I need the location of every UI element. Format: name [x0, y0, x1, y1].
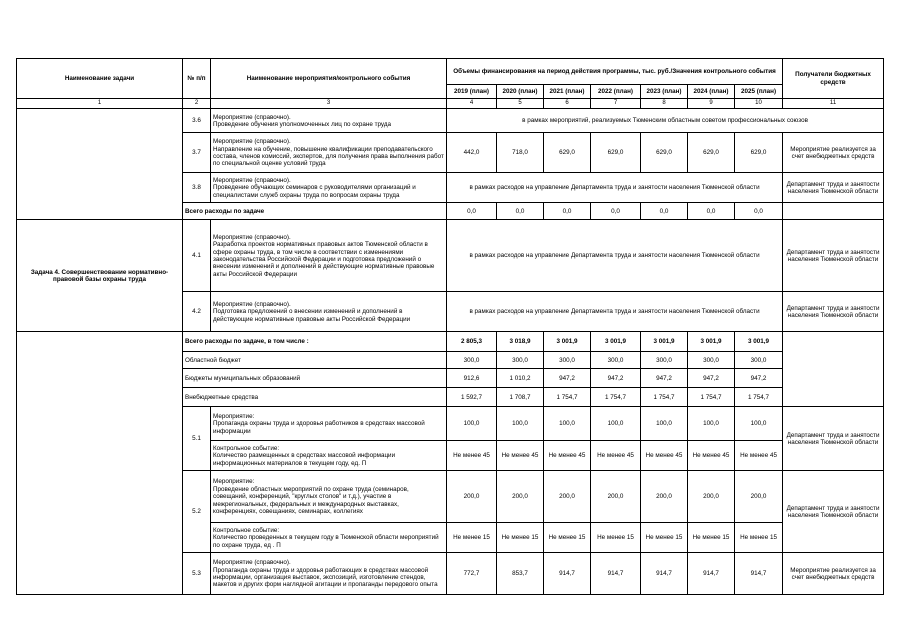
value-cell: 100,0: [641, 407, 688, 441]
row-number: 5.2: [183, 471, 211, 553]
row-number: 3.7: [183, 133, 211, 173]
task5-cell: [17, 332, 183, 595]
funding-table: [16, 58, 884, 595]
row-number: 4.1: [183, 220, 211, 292]
value-cell: Не менее 45: [497, 441, 544, 471]
value-cell: Не менее 45: [447, 441, 497, 471]
recipient-cell: Мероприятие реализуется за счет внебюджетных средств: [783, 553, 884, 595]
budget-label: Областной бюджет: [183, 352, 447, 369]
value-cell: 914,7: [544, 553, 591, 595]
event-text: Мероприятие (справочно). Направление на обучение, повышение квалификации преподавательского состава, членов комиссий, экспертов, для получения права выполнения работ по специальной оценке условий труда: [211, 133, 447, 173]
table-row: [17, 109, 884, 133]
value-cell: 1 754,7: [735, 388, 783, 407]
value-cell: 100,0: [735, 407, 783, 441]
value-cell: Не менее 15: [497, 523, 544, 553]
funding-note: в рамках мероприятий, реализуемых Тюменским областным советом профессиональных союзов: [447, 109, 884, 133]
value-cell: 3 001,9: [641, 332, 688, 352]
task3-cell: [17, 109, 183, 220]
value-cell: 1 754,7: [544, 388, 591, 407]
event-text: Мероприятие: Пропаганда охраны труда и здоровья работников в средствах массовой информации: [211, 407, 447, 441]
value-cell: 718,0: [497, 133, 544, 173]
value-cell: 0,0: [688, 203, 735, 220]
recipient-cell: Департамент труда и занятости населения Тюменской области: [783, 407, 884, 471]
recipient-cell: Департамент труда и занятости населения Тюменской области: [783, 220, 884, 292]
value-cell: Не менее 45: [641, 441, 688, 471]
column-number: 3: [211, 99, 447, 109]
value-cell: 300,0: [497, 352, 544, 369]
header-task-name: Наименование задачи: [17, 59, 183, 99]
total-row: [17, 332, 884, 352]
value-cell: Не менее 45: [544, 441, 591, 471]
column-number: 5: [497, 99, 544, 109]
value-cell: 914,7: [735, 553, 783, 595]
value-cell: 300,0: [688, 352, 735, 369]
value-cell: 100,0: [497, 407, 544, 441]
program-table-sheet: [16, 58, 884, 595]
value-cell: 914,7: [641, 553, 688, 595]
recipient-cell: [783, 203, 884, 220]
column-number: 1: [17, 99, 183, 109]
total-label: Всего расходы по задаче: [183, 203, 447, 220]
recipient-cell: Мероприятие реализуется за счет внебюджетных средств: [783, 133, 884, 173]
value-cell: 3 018,9: [497, 332, 544, 352]
value-cell: 853,7: [497, 553, 544, 595]
header-year: 2021 (план): [544, 85, 591, 99]
value-cell: 947,2: [544, 369, 591, 388]
header-year: 2022 (план): [591, 85, 641, 99]
value-cell: 947,2: [591, 369, 641, 388]
value-cell: 947,2: [688, 369, 735, 388]
header-year: 2024 (план): [688, 85, 735, 99]
budget-label: Бюджеты муниципальных образований: [183, 369, 447, 388]
value-cell: 947,2: [735, 369, 783, 388]
value-cell: 200,0: [544, 471, 591, 523]
event-text: Мероприятие (справочно). Разработка проектов нормативных правовых актов Тюменской области в сфере охраны труда, в том числе в соответствии с изменениями законодательства Российской Федерации и подготовка предложений о внесении изменений и дополнений в действующие нормативные правовые акты Российской Федерации: [211, 220, 447, 292]
value-cell: Не менее 15: [447, 523, 497, 553]
row-number: 3.8: [183, 173, 211, 203]
value-cell: 0,0: [641, 203, 688, 220]
header-year: 2025 (план): [735, 85, 783, 99]
value-cell: 200,0: [447, 471, 497, 523]
value-cell: 300,0: [735, 352, 783, 369]
value-cell: 772,7: [447, 553, 497, 595]
value-cell: Не менее 45: [591, 441, 641, 471]
value-cell: 100,0: [544, 407, 591, 441]
recipient-cell: Департамент труда и занятости населения Тюменской области: [783, 471, 884, 553]
value-cell: 100,0: [688, 407, 735, 441]
value-cell: 0,0: [591, 203, 641, 220]
value-cell: 300,0: [591, 352, 641, 369]
value-cell: 629,0: [641, 133, 688, 173]
value-cell: 200,0: [688, 471, 735, 523]
task4-title: Задача 4. Совершенствование нормативно-правовой базы охраны труда: [17, 220, 183, 332]
value-cell: 629,0: [544, 133, 591, 173]
header-row-top: [17, 59, 884, 85]
value-cell: 3 001,9: [591, 332, 641, 352]
value-cell: 912,6: [447, 369, 497, 388]
value-cell: 629,0: [688, 133, 735, 173]
event-text: Мероприятие (справочно). Подготовка предложений о внесении изменений и дополнений в действующие нормативные правовые акты Российской Федерации: [211, 292, 447, 332]
value-cell: 100,0: [591, 407, 641, 441]
value-cell: 2 805,3: [447, 332, 497, 352]
value-cell: 200,0: [735, 471, 783, 523]
header-number: № п/п: [183, 59, 211, 99]
value-cell: 300,0: [447, 352, 497, 369]
value-cell: 914,7: [688, 553, 735, 595]
header-year: 2023 (план): [641, 85, 688, 99]
header-year: 2019 (план): [447, 85, 497, 99]
funding-note: в рамках расходов на управление Департамента труда и занятости населения Тюменской области: [447, 220, 783, 292]
value-cell: 3 001,9: [544, 332, 591, 352]
value-cell: 3 001,9: [688, 332, 735, 352]
value-cell: 1 010,2: [497, 369, 544, 388]
value-cell: 629,0: [735, 133, 783, 173]
value-cell: 3 001,9: [735, 332, 783, 352]
value-cell: 0,0: [497, 203, 544, 220]
column-number: 10: [735, 99, 783, 109]
value-cell: Не менее 15: [591, 523, 641, 553]
column-number: 8: [641, 99, 688, 109]
value-cell: 100,0: [447, 407, 497, 441]
funding-note: в рамках расходов на управление Департамента труда и занятости населения Тюменской области: [447, 173, 783, 203]
header-funding: Объемы финансирования на период действия программы, тыс. руб./Значения контрольного события: [447, 59, 783, 85]
budget-label: Внебюджетные средства: [183, 388, 447, 407]
value-cell: 1 708,7: [497, 388, 544, 407]
event-text: Мероприятие (справочно). Проведение обучения уполномоченных лиц по охране труда: [211, 109, 447, 133]
column-number: 9: [688, 99, 735, 109]
event-text: Мероприятие: Проведение областных мероприятий по охране труда (семинаров, совещаний, конференций, "круглых столов" и т.д.), участие в межрегиональных, федеральных и международных выставках, конференциях, совещаниях, семинарах, коллегиях: [211, 471, 447, 523]
value-cell: 300,0: [641, 352, 688, 369]
row-number: 3.6: [183, 109, 211, 133]
event-text: Мероприятие (справочно). Пропаганда охраны труда и здоровья работающих в средствах массовой информации, организация выставок, экспозиций, изготовление стендов, макетов и других форм наглядной агитации и пропаганды передового опыта: [211, 553, 447, 595]
value-cell: 1 592,7: [447, 388, 497, 407]
row-number: 5.1: [183, 407, 211, 471]
value-cell: 0,0: [735, 203, 783, 220]
total-label: Всего расходы по задаче, в том числе :: [183, 332, 447, 352]
column-number-row: [17, 99, 884, 109]
funding-note: в рамках расходов на управление Департамента труда и занятости населения Тюменской области: [447, 292, 783, 332]
row-number: 5.3: [183, 553, 211, 595]
recipient-cell: [783, 332, 884, 407]
value-cell: Не менее 15: [641, 523, 688, 553]
value-cell: 914,7: [591, 553, 641, 595]
column-number: 7: [591, 99, 641, 109]
value-cell: 200,0: [641, 471, 688, 523]
recipient-cell: Департамент труда и занятости населения Тюменской области: [783, 292, 884, 332]
recipient-cell: Департамент труда и занятости населения Тюменской области: [783, 173, 884, 203]
column-number: 11: [783, 99, 884, 109]
header-recipients: Получатели бюджетных средств: [783, 59, 884, 99]
value-cell: Не менее 15: [735, 523, 783, 553]
value-cell: Не менее 15: [544, 523, 591, 553]
control-event-text: Контрольное событие: Количество размещенных в средствах массовой информации информационных материалов в текущем году, ед. П: [211, 441, 447, 471]
column-number: 4: [447, 99, 497, 109]
header-year: 2020 (план): [497, 85, 544, 99]
value-cell: Не менее 45: [688, 441, 735, 471]
value-cell: 1 754,7: [641, 388, 688, 407]
row-number: 4.2: [183, 292, 211, 332]
value-cell: Не менее 15: [688, 523, 735, 553]
value-cell: 300,0: [544, 352, 591, 369]
value-cell: 200,0: [591, 471, 641, 523]
value-cell: 442,0: [447, 133, 497, 173]
column-number: 2: [183, 99, 211, 109]
header-event-name: Наименование мероприятия/контрольного события: [211, 59, 447, 99]
value-cell: 629,0: [591, 133, 641, 173]
value-cell: 0,0: [447, 203, 497, 220]
table-row: [17, 220, 884, 292]
value-cell: 947,2: [641, 369, 688, 388]
column-number: 6: [544, 99, 591, 109]
value-cell: 0,0: [544, 203, 591, 220]
value-cell: 200,0: [497, 471, 544, 523]
value-cell: Не менее 45: [735, 441, 783, 471]
value-cell: 1 754,7: [591, 388, 641, 407]
value-cell: 1 754,7: [688, 388, 735, 407]
control-event-text: Контрольное событие: Количество проведенных в текущем году в Тюменской области мероприятий по охране труда, ед . П: [211, 523, 447, 553]
event-text: Мероприятие (справочно). Проведение обучающих семинаров с руководителями организаций и специалистами служб охраны труда по вопросам охраны труда: [211, 173, 447, 203]
